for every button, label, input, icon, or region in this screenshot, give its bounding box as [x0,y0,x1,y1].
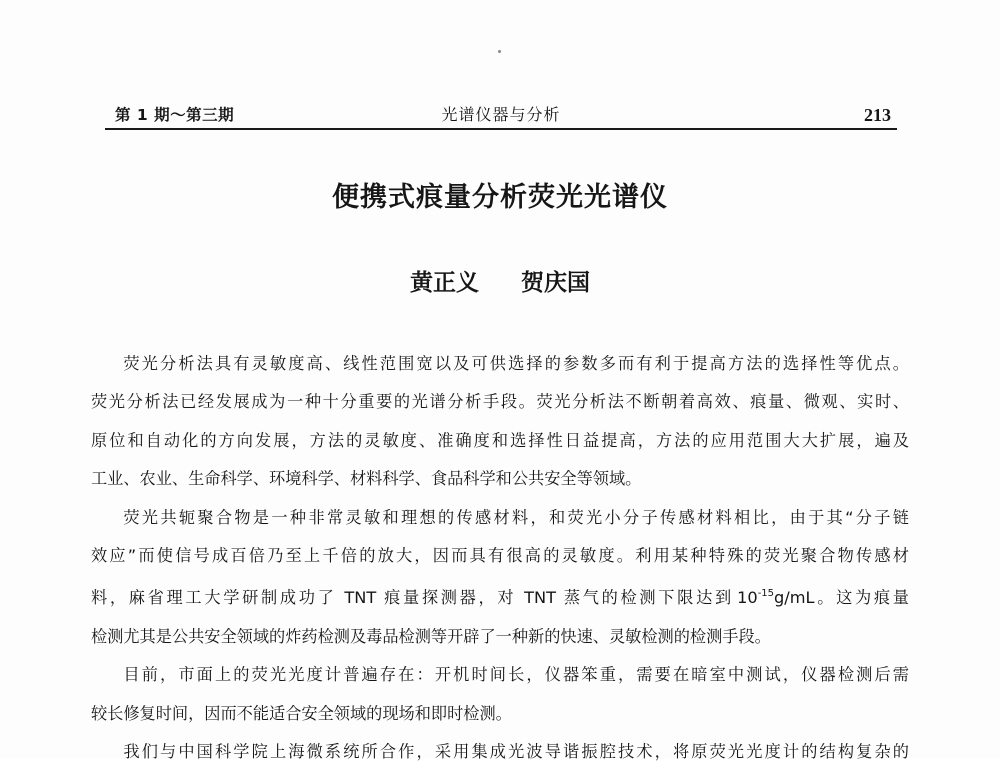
paragraph [91,499,909,657]
running-header [105,104,897,126]
scan-speck [498,50,501,53]
paragraph [91,345,909,499]
text-line: 检测尤其是公共安全领域的炸药检测及毒品检测等开辟了一种新的快速、灵敏检测的检测手段。 [91,626,771,646]
text-segment: 料，麻省理工大学研制成功了 TNT 痕量探测器，对 TNT 蒸气的检测下限达到 [91,588,734,608]
text-line-with-formula [59,575,909,617]
formula-base: 10 [737,588,758,608]
text-line: 原位和自动化的方向发展，方法的灵敏度、准确度和选择性日益提高，方法的应用范围大大扩展，遍及 [91,430,909,450]
paragraph [91,656,909,733]
paragraph [91,733,909,771]
journal-name: 光谱仪器与分析 [441,105,561,124]
text-line: 效应”而使信号成百倍乃至上千倍的放大，因而具有很高的灵敏度。利用某种特殊的荧光聚合物传感材 [91,546,909,566]
formula-unit: g/mL [774,588,815,608]
author-list [0,267,1000,299]
text-line: 我们与中国科学院上海微系统所合作，采用集成光波导谐振腔技术，将原荧光光度计的结构复杂的 [123,742,909,762]
author-name: 黄正义 [410,270,479,296]
article-body [91,345,909,771]
text-line: 工业、农业、生命科学、环境科学、材料科学、食品科学和公共安全等领域。 [91,469,642,489]
formula-exponent: -15 [757,588,775,600]
text-line: 目前，市面上的荧光光度计普遍存在：开机时间长，仪器笨重，需要在暗室中测试，仪器检测后需 [123,665,909,685]
header-rule [105,128,897,130]
text-line: 荧光分析法具有灵敏度高、线性范围宽以及可供选择的参数多而有利于提高方法的选择性等优点。 [123,354,909,373]
text-line: 较长修复时间，因而不能适合安全领域的现场和即时检测。 [91,703,512,723]
formula [734,588,815,607]
article-title: 便携式痕量分析荧光光谱仪 [332,182,668,213]
page-number: 213 [864,105,891,125]
text-segment: 。这为痕量 [814,588,909,608]
author-name: 贺庆国 [521,270,590,296]
issue-label: 第 1 期～第三期 [115,106,235,124]
text-line: 荧光分析法已经发展成为一种十分重要的光谱分析手段。荧光分析法不断朝着高效、痕量、微观、实时、 [91,392,909,412]
text-line: 荧光共轭聚合物是一种非常灵敏和理想的传感材料，和荧光小分子传感材料相比，由于其“分子链 [123,507,909,527]
